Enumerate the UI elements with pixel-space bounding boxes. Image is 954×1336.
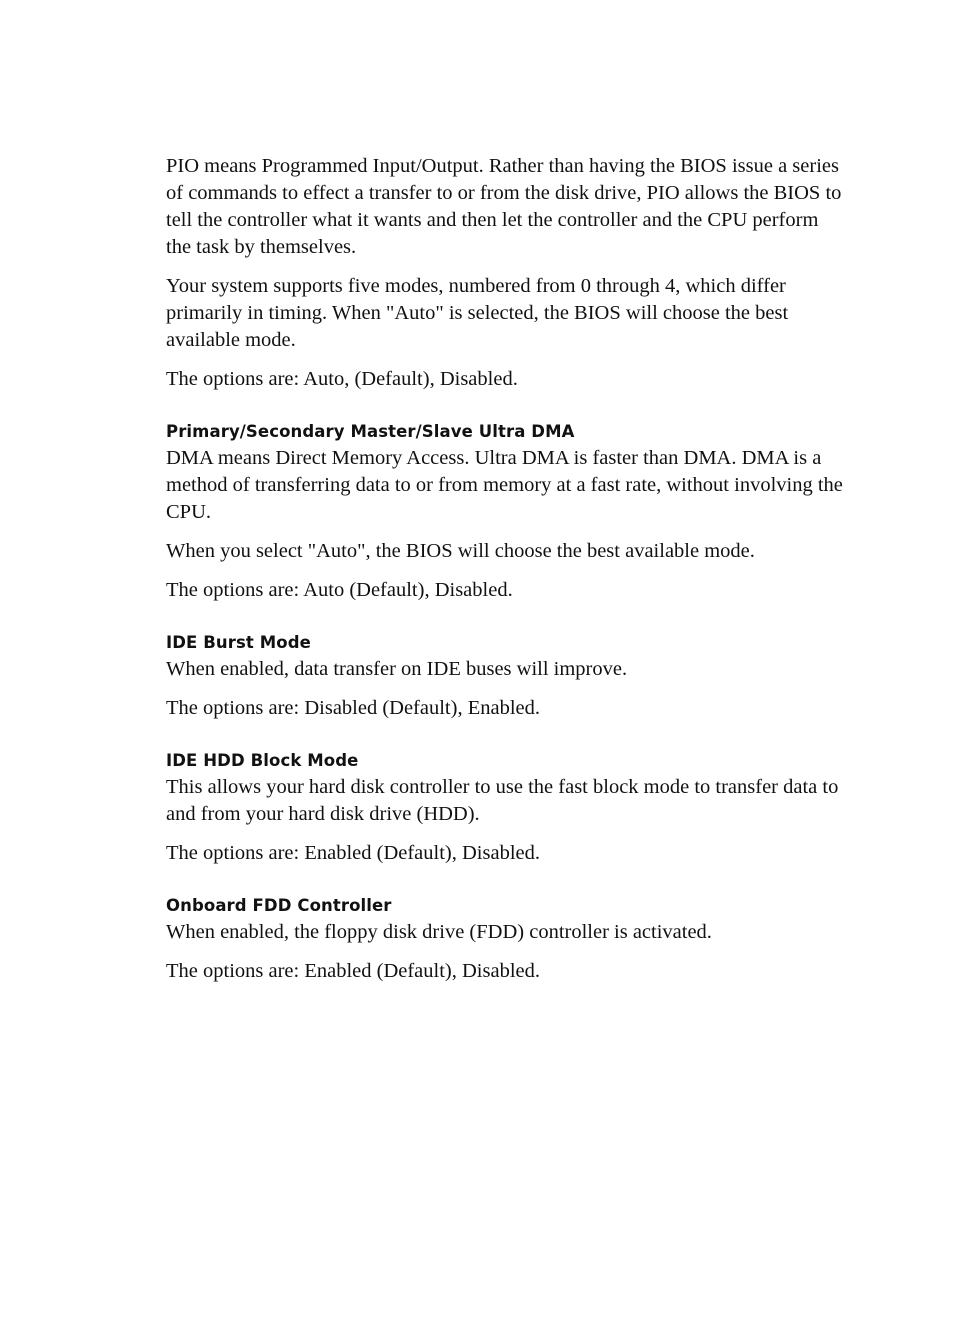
pio-modes-description: Your system supports five modes, numbered from 0 through 4, which differ primarily in timing. When "Auto" is selected, the BIOS will choose the best available mode.	[166, 275, 789, 351]
section-ultra-dma	[166, 422, 846, 604]
pio-description: PIO means Programmed Input/Output. Rather than having the BIOS issue a series of commands to effect a transfer to or from the disk drive, PIO allows the BIOS to tell the controller what it wants and then let the controller and the CPU perform the task by themselves.	[166, 155, 842, 258]
section-options: The options are: Enabled (Default), Disabled.	[166, 842, 540, 864]
section-ide-burst-mode	[166, 633, 846, 722]
section-paragraph: DMA means Direct Memory Access. Ultra DMA is faster than DMA. DMA is a method of transferring data to or from memory at a fast rate, without involving the CPU.	[166, 447, 843, 523]
section-heading: Primary/Secondary Master/Slave Ultra DMA	[166, 422, 575, 441]
section-paragraph: When enabled, the floppy disk drive (FDD) controller is activated.	[166, 921, 712, 943]
section-heading: IDE HDD Block Mode	[166, 751, 359, 770]
pio-options: The options are: Auto, (Default), Disabled.	[166, 368, 518, 390]
section-ide-hdd-block-mode	[166, 751, 846, 867]
document-page	[166, 153, 846, 997]
section-paragraph: This allows your hard disk controller to use the fast block mode to transfer data to and from your hard disk drive (HDD).	[166, 776, 839, 825]
intro-block	[166, 153, 846, 393]
section-heading: IDE Burst Mode	[166, 633, 311, 652]
section-heading: Onboard FDD Controller	[166, 896, 392, 915]
section-paragraph: When you select "Auto", the BIOS will choose the best available mode.	[166, 540, 755, 562]
section-options: The options are: Enabled (Default), Disabled.	[166, 960, 540, 982]
section-onboard-fdd-controller	[166, 896, 846, 985]
section-paragraph: When enabled, data transfer on IDE buses will improve.	[166, 658, 628, 680]
section-options: The options are: Auto (Default), Disabled.	[166, 579, 513, 601]
section-options: The options are: Disabled (Default), Enabled.	[166, 697, 540, 719]
